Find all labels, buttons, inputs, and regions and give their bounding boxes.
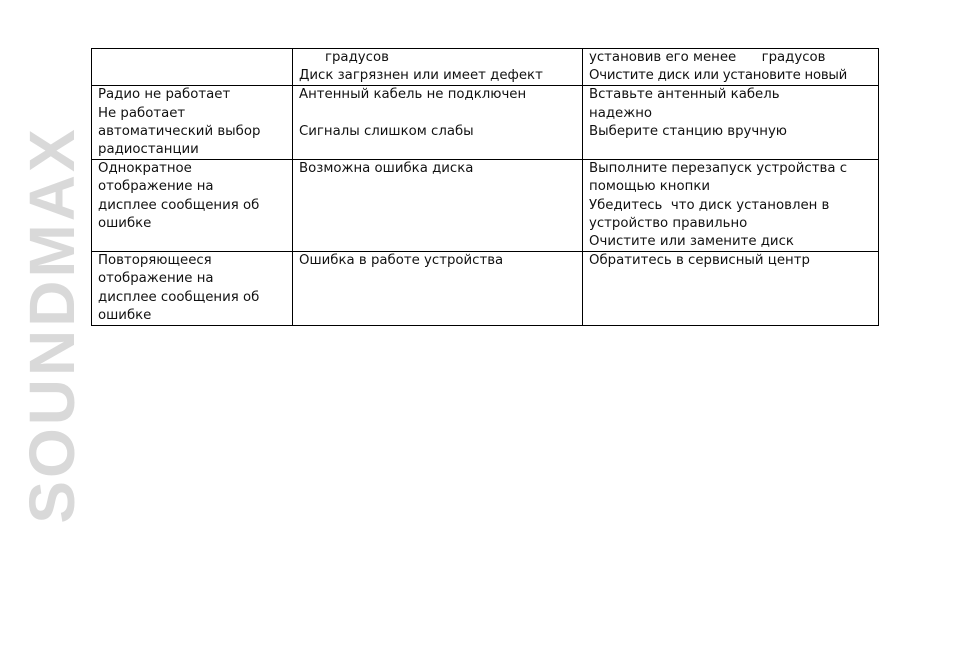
solution-cell bbox=[583, 49, 879, 86]
problem-text: Не работает bbox=[98, 105, 186, 121]
cause-text: Возможна ошибка диска bbox=[299, 161, 474, 177]
table-row bbox=[92, 252, 879, 326]
problem-text: отображение на bbox=[98, 179, 214, 195]
table-row bbox=[92, 49, 879, 86]
solution-text: надежно bbox=[589, 105, 653, 121]
spacer bbox=[299, 105, 579, 123]
problem-cell bbox=[92, 49, 293, 86]
solution-cell bbox=[583, 252, 879, 326]
solution-text: Выполните перезапуск устройства с bbox=[589, 161, 848, 177]
solution-cell bbox=[583, 160, 879, 252]
solution-text: Обратитесь в сервисный центр bbox=[589, 253, 810, 269]
solution-text: Выберите станцию вручную bbox=[589, 123, 788, 139]
table-row bbox=[92, 86, 879, 160]
problem-text: Однократное bbox=[98, 161, 192, 177]
problem-text: дисплее сообщения об bbox=[98, 197, 260, 213]
cause-cell bbox=[293, 252, 583, 326]
cause-cell bbox=[293, 86, 583, 160]
solution-text: Очистите диск или установите новый bbox=[589, 68, 848, 84]
problem-text: Радио не работает bbox=[98, 87, 231, 103]
problem-cell bbox=[92, 86, 293, 160]
solution-text: Вставьте антенный кабель bbox=[589, 87, 780, 103]
problem-text: ошибке bbox=[98, 307, 152, 323]
troubleshooting-table bbox=[91, 48, 879, 326]
problem-text: отображение на bbox=[98, 271, 214, 287]
cause-text: Сигналы слишком слабы bbox=[299, 123, 474, 139]
solution-text: устройство правильно bbox=[589, 215, 748, 231]
cause-text: Антенный кабель не подключен bbox=[299, 87, 527, 103]
cause-text: Диск загрязнен или имеет дефект bbox=[299, 68, 543, 84]
table-row bbox=[92, 160, 879, 252]
problem-cell bbox=[92, 160, 293, 252]
cause-cell bbox=[293, 49, 583, 86]
problem-text: дисплее сообщения об bbox=[98, 289, 260, 305]
problem-text: Повторяющееся bbox=[98, 253, 212, 269]
problem-cell bbox=[92, 252, 293, 326]
solution-cell bbox=[583, 86, 879, 160]
solution-text: Очистите или замените диск bbox=[589, 234, 794, 250]
solution-text: помощью кнопки bbox=[589, 179, 711, 195]
solution-text: установив его менее градусов bbox=[589, 50, 826, 65]
cause-text: Ошибка в работе устройства bbox=[299, 253, 504, 269]
problem-text: ошибке bbox=[98, 215, 152, 231]
brand-watermark: SOUNDMAX bbox=[16, 126, 88, 524]
cause-cell bbox=[293, 160, 583, 252]
solution-text: Убедитесь что диск установлен в bbox=[589, 197, 830, 213]
problem-text: радиостанции bbox=[98, 142, 199, 158]
cause-text: градусов bbox=[325, 50, 389, 65]
problem-text: автоматический выбор bbox=[98, 123, 261, 139]
